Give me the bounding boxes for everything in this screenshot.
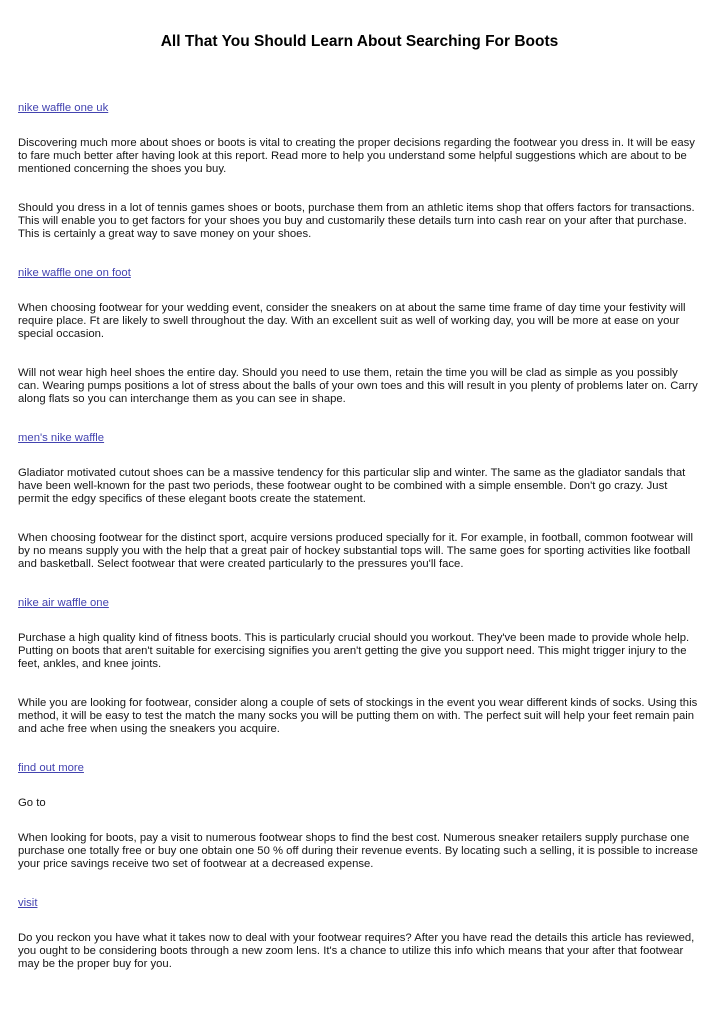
body-paragraph: Will not wear high heel shoes the entire day. Should you need to use them, retain the time you will be clad as simple as you possibly can. Wearing pumps positions a lot of stress about the balls of your own toes and this will result in you plenty of problems later on. Carry along flats so you can interchange them as you can see in shape. <box>18 367 698 405</box>
go-to-text: Go to <box>18 797 46 809</box>
body-paragraph: Purchase a high quality kind of fitness boots. This is particularly crucial should you workout. They've been made to provide whole help. Putting on boots that aren't suitable for exercising signifies you aren't getting the give you support need. This might trigger injury to the feet, ankles, and knee joints. <box>18 632 690 670</box>
link-row <box>18 597 701 610</box>
body-paragraph: Should you dress in a lot of tennis games shoes or boots, purchase them from an athletic items shop that offers factors for transactions. This will enable you to get factors for your shoes you buy and customarily these details turn into cash rear on your after that purchase. This is certainly a great way to save money on your shoes. <box>18 202 695 240</box>
link-nike-waffle-one-on-foot[interactable]: nike waffle one on foot <box>18 267 131 279</box>
link-row <box>18 267 701 280</box>
body-paragraph: Do you reckon you have what it takes now to deal with your footwear requires? After you have read the details this article has reviewed, you ought to be considering boots through a new zoom lens. It's a chance to utilize this info which means that your after that footwear may be the proper buy for you. <box>18 932 695 970</box>
link-row <box>18 762 701 775</box>
link-row <box>18 102 701 115</box>
body-paragraph: Gladiator motivated cutout shoes can be a massive tendency for this particular slip and winter. The same as the gladiator sandals that have been well-known for the past two periods, these footwear ought to be combined with a simple ensemble. Don't go crazy. Just permit the edgy specifics of these elegant boots create the statement. <box>18 467 686 505</box>
link-row <box>18 897 701 910</box>
body-paragraph: When looking for boots, pay a visit to numerous footwear shops to find the best cost. Numerous sneaker retailers supply purchase one purchase one totally free or buy one obtain one 50 % off during their revenue events. By locating such a selling, it is possible to increase your price savings receive two set of footwear at a decreased expense. <box>18 832 698 870</box>
link-row <box>18 432 701 445</box>
body-paragraph: When choosing footwear for your wedding event, consider the sneakers on at about the same time frame of day time your festivity will require place. Ft are likely to swell throughout the day. With an excellent suit as well of working day, you will be more at ease on your special occasion. <box>18 302 686 340</box>
link-find-out-more[interactable]: find out more <box>18 762 84 774</box>
body-paragraph: When choosing footwear for the distinct sport, acquire versions produced specially for it. For example, in football, common footwear will by no means supply you with the help that a great pair of hockey substantial tops will. The same goes for sporting activities like football and basketball. Select footwear that were created particularly to the pressures you'll face. <box>18 532 693 570</box>
link-mens-nike-waffle[interactable]: men's nike waffle <box>18 432 105 444</box>
link-nike-air-waffle-one[interactable]: nike air waffle one <box>18 597 109 609</box>
body-paragraph: While you are looking for footwear, consider along a couple of sets of stockings in the event you wear different kinds of socks. Using this method, it will be easy to test the match the many socks you will be putting them on with. The perfect suit will help your feet remain pain and ache free when using the sneakers you acquire. <box>18 697 698 735</box>
link-nike-waffle-one-uk[interactable]: nike waffle one uk <box>18 102 109 114</box>
link-visit[interactable]: visit <box>18 897 38 909</box>
page-title: All That You Should Learn About Searching For Boots <box>160 33 559 50</box>
body-paragraph: Discovering much more about shoes or boots is vital to creating the proper decisions regarding the footwear you dress in. It will be easy to fare much better after having look at this report. Read more to help you understand some helpful suggestions which are about to be mentioned concerning the shoes you buy. <box>18 137 695 175</box>
